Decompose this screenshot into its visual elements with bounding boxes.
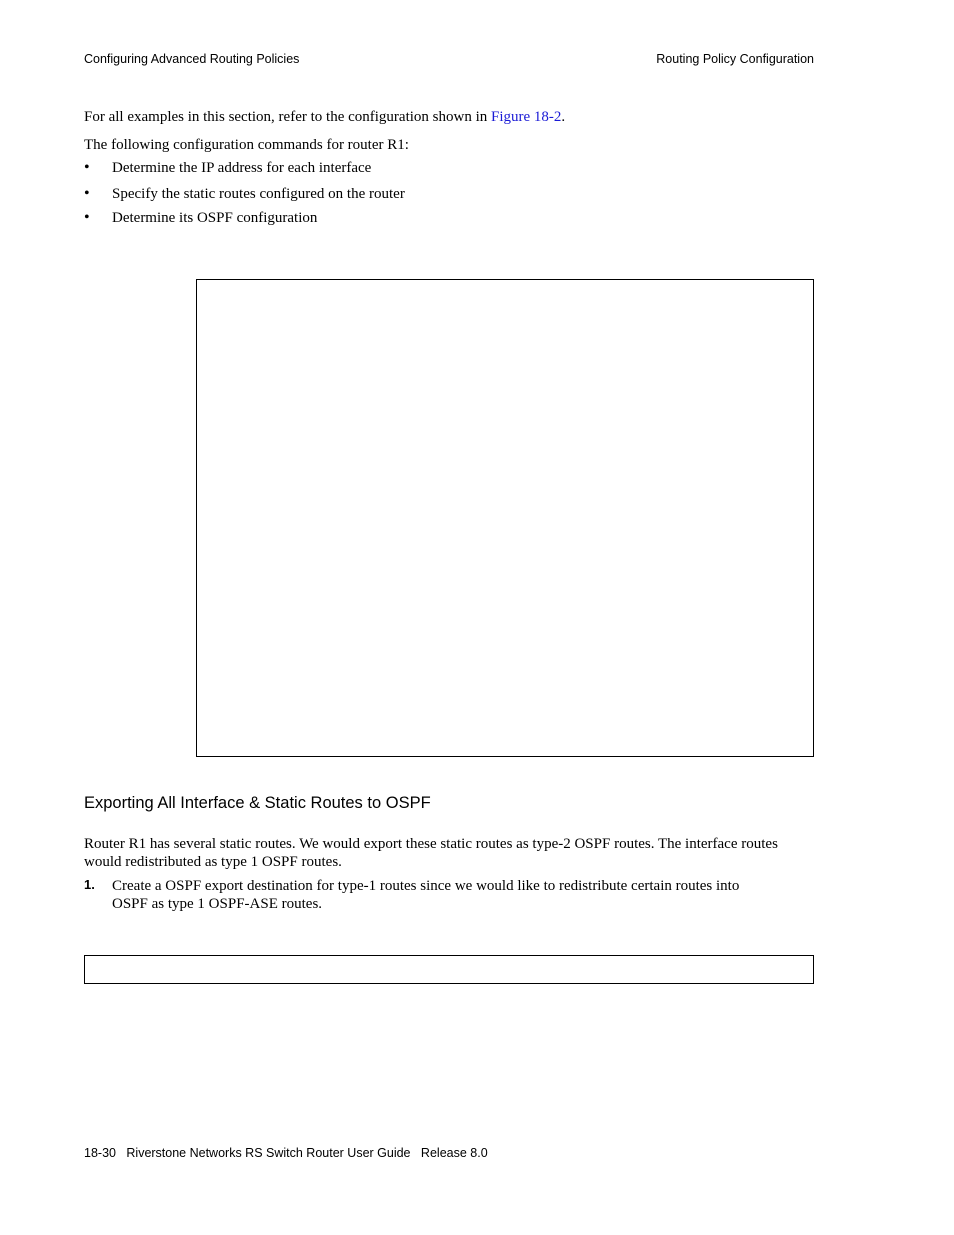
configuration-code-box (196, 279, 814, 757)
figure-link[interactable]: Figure 18-2 (491, 109, 562, 125)
bullet-text: Specify the static routes configured on the router (112, 186, 405, 202)
running-header-right: Routing Policy Configuration (656, 52, 814, 66)
command-code-box (84, 955, 814, 984)
step-number: 1. (84, 877, 95, 892)
commands-intro: The following configuration commands for router R1: (84, 137, 409, 153)
bullet-icon: • (84, 185, 90, 202)
step-text: Create a OSPF export destination for type-1 routes since we would like to redistribute certain routes into OSPF as type 1 OSPF-ASE routes. (112, 878, 740, 912)
intro-suffix: . (561, 109, 566, 125)
bullet-icon: • (84, 209, 90, 226)
bullet-text: Determine the IP address for each interface (112, 160, 372, 176)
page-footer: 18-30 Riverstone Networks RS Switch Router User Guide Release 8.0 (84, 1146, 488, 1160)
intro-prefix: For all examples in this section, refer to the configuration shown in (84, 109, 491, 125)
running-header-left: Configuring Advanced Routing Policies (84, 52, 300, 66)
intro-paragraph (84, 108, 565, 126)
bullet-icon: • (84, 159, 90, 176)
section-body: Router R1 has several static routes. We would export these static routes as type-2 OSPF routes. The interface routes would redistributed as type 1 OSPF routes. (84, 836, 778, 870)
bullet-text: Determine its OSPF configuration (112, 210, 318, 226)
section-heading: Exporting All Interface & Static Routes to OSPF (84, 794, 431, 812)
